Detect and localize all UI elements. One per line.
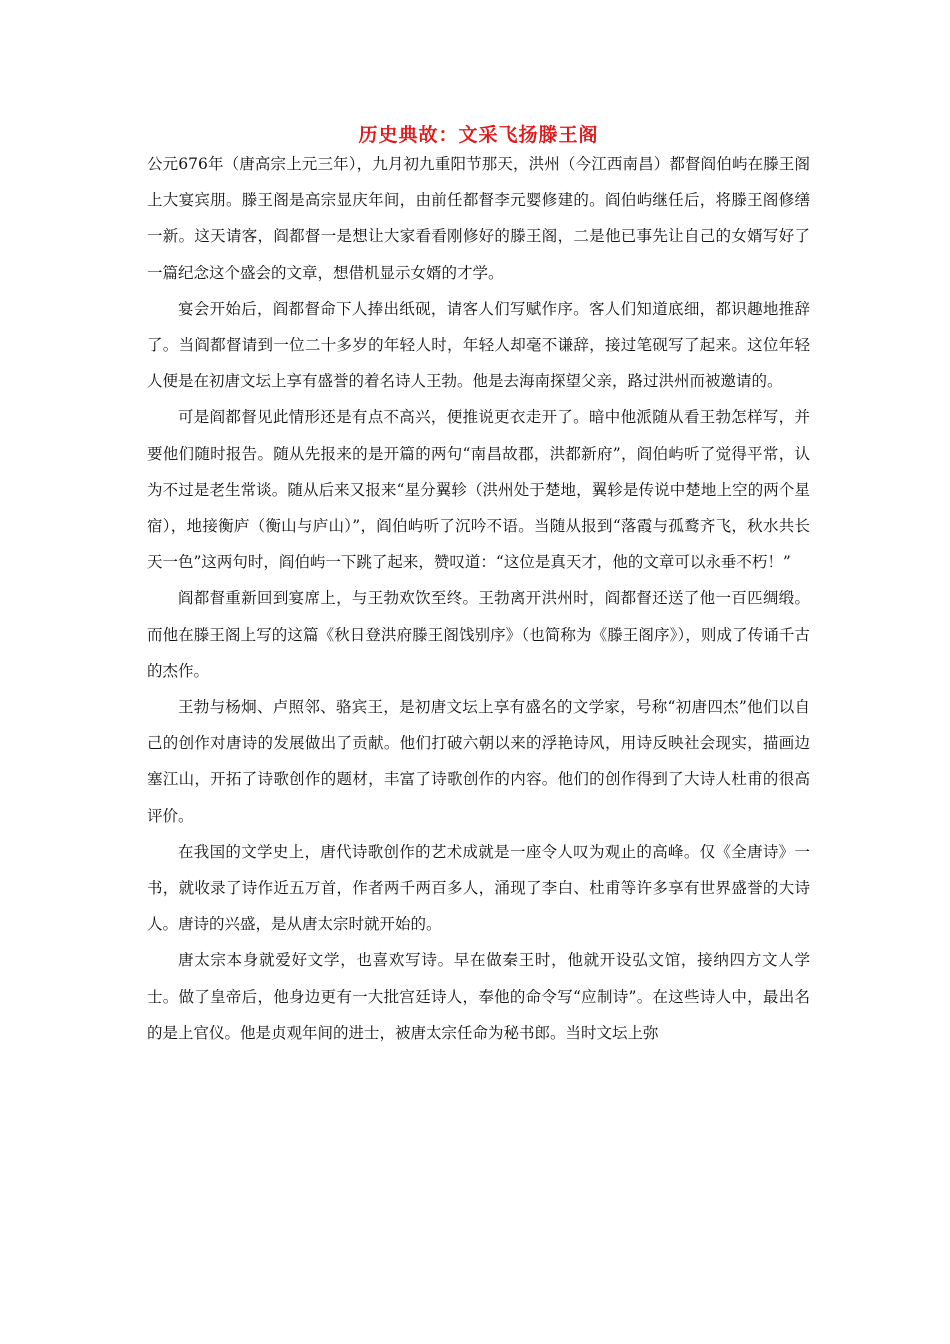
paragraph-6: 在我国的文学史上，唐代诗歌创作的艺术成就是一座令人叹为观止的高峰。仅《全唐诗》一书，就收录了诗作近五万首，作者两千两百多人，涌现了李白、杜甫等许多享有世界盛誉的大诗人。唐诗的兴盛，是从唐太宗时就开始的。 bbox=[147, 842, 810, 934]
document-title: 历史典故：文采飞扬滕王阁 bbox=[358, 124, 599, 146]
paragraph-2: 宴会开始后，阎都督命下人捧出纸砚，请客人们写赋作序。客人们知道底细，都识趣地推辞了。当阎都督请到一位二十多岁的年轻人时，年轻人却毫不谦辞，接过笔砚写了起来。这位年轻人便是在初唐文坛上享有盛誉的着名诗人王勃。他是去海南探望父亲，路过洪州而被邀请的。 bbox=[147, 299, 810, 391]
paragraph-1: 公元676年（唐高宗上元三年），九月初九重阳节那天，洪州（今江西南昌）都督阎伯屿在滕王阁上大宴宾朋。滕王阁是高宗显庆年间，由前任都督李元婴修建的。阎伯屿继任后，将滕王阁修缮一新。这天请客，阎都督一是想让大家看看刚修好的滕王阁，二是他已事先让自己的女婿写好了一篇纪念这个盛会的文章，想借机显示女婿的才学。 bbox=[147, 155, 810, 282]
paragraph-5: 王勃与杨炯、卢照邻、骆宾王，是初唐文坛上享有盛名的文学家，号称“初唐四杰”他们以自己的创作对唐诗的发展做出了贡献。他们打破六朝以来的浮艳诗风，用诗反映社会现实，描画边塞江山，开拓了诗歌创作的题材，丰富了诗歌创作的内容。他们的创作得到了大诗人杜甫的很高评价。 bbox=[147, 698, 810, 825]
document-body bbox=[147, 118, 810, 1051]
paragraph-3: 可是阎都督见此情形还是有点不高兴，便推说更衣走开了。暗中他派随从看王勃怎样写，并要他们随时报告。随从先报来的是开篇的两句“南昌故郡，洪都新府”，阎伯屿听了觉得平常，认为不过是老生常谈。随从后来又报来“星分翼轸（洪州处于楚地，翼轸是传说中楚地上空的两个星宿），地接衡庐（衡山与庐山）”，阎伯屿听了沉吟不语。当随从报到“落霞与孤鹜齐飞，秋水共长天一色”这两句时，阎伯屿一下跳了起来，赞叹道：“这位是真天才，他的文章可以永垂不朽！” bbox=[147, 408, 810, 572]
paragraph-4: 阎都督重新回到宴席上，与王勃欢饮至终。王勃离开洪州时，阎都督还送了他一百匹绸缎。而他在滕王阁上写的这篇《秋日登洪府滕王阁饯别序》（也简称为《滕王阁序》），则成了传诵千古的杰作。 bbox=[147, 589, 810, 680]
paragraph-7: 唐太宗本身就爱好文学，也喜欢写诗。早在做秦王时，他就开设弘文馆，接纳四方文人学士。做了皇帝后，他身边更有一大批宫廷诗人，奉他的命令写“应制诗”。在这些诗人中，最出名的是上官仪。他是贞观年间的进士，被唐太宗任命为秘书郎。当时文坛上弥 bbox=[147, 951, 810, 1042]
